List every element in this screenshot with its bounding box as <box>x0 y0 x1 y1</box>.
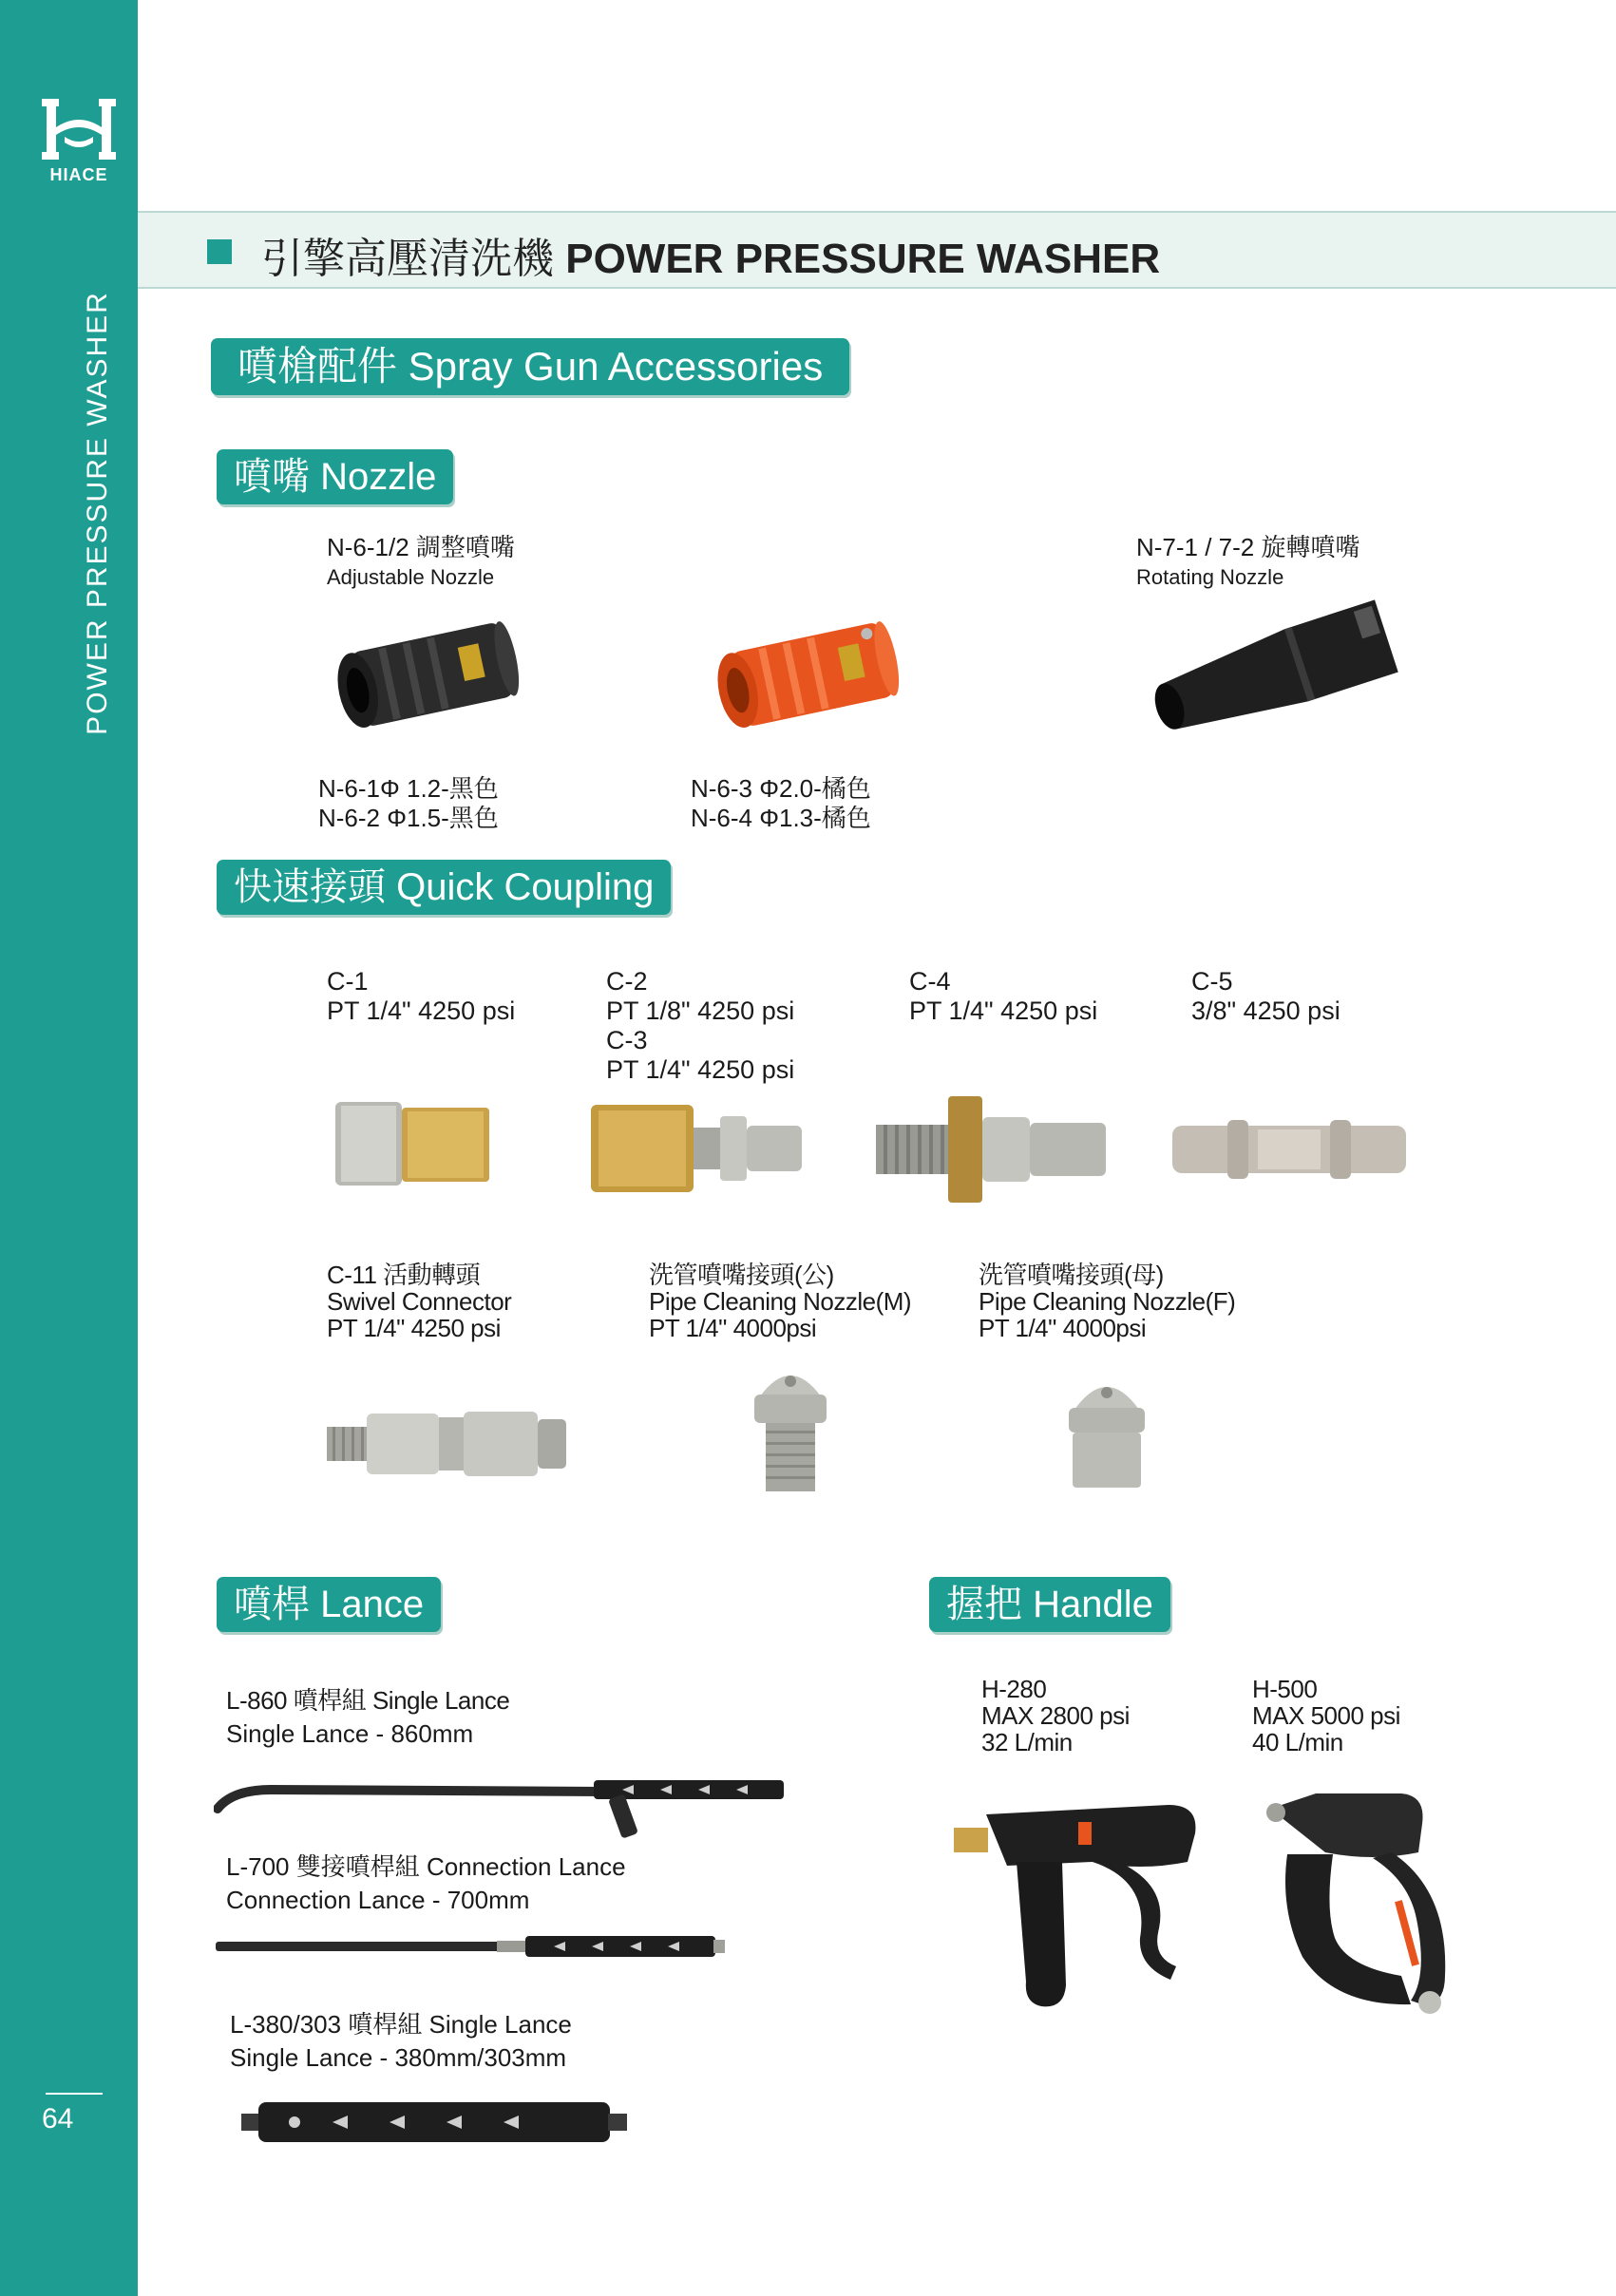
orange-adjustable-nozzle-image <box>698 608 926 741</box>
lance-l700-spec: Connection Lance - 700mm <box>226 1886 530 1914</box>
coupling-c5-label <box>1191 967 1340 1026</box>
brand-logo <box>36 95 122 185</box>
section-tag-nozzle: 噴嘴 Nozzle <box>217 449 453 504</box>
coupling-c5-image <box>1170 1116 1408 1183</box>
pipe-nozzle-female-spec: PT 1/4" 4000psi <box>979 1314 1147 1342</box>
adjustable-nozzle-name: Adjustable Nozzle <box>327 565 495 589</box>
page-number-rule <box>46 2093 103 2095</box>
coupling-c4-image <box>874 1092 1112 1206</box>
orange-variant-2: N-6-4 Φ1.3-橘色 <box>691 804 871 832</box>
header-bullet-icon <box>207 239 232 264</box>
coupling-c1-spec: PT 1/4" 4250 psi <box>327 996 516 1025</box>
orange-variant-1: N-6-3 Φ2.0-橘色 <box>691 774 871 803</box>
pipe-nozzle-male-spec: PT 1/4" 4000psi <box>649 1314 817 1342</box>
pipe-nozzle-female-image <box>1059 1368 1154 1491</box>
sidebar <box>0 0 138 2296</box>
coupling-c3-code: C-3 <box>606 1026 648 1054</box>
black-adjustable-nozzle-image <box>318 608 546 741</box>
swivel-connector-label <box>327 1262 511 1341</box>
coupling-c3-spec: PT 1/4" 4250 psi <box>606 1055 795 1084</box>
handle-h280-model: H-280 <box>981 1675 1047 1703</box>
coupling-c1-code: C-1 <box>327 967 369 996</box>
pipe-nozzle-female-code: 洗管噴嘴接頭(母) <box>979 1261 1164 1289</box>
handle-h500-image <box>1259 1786 1468 2023</box>
lance-l860-label <box>226 1686 509 1749</box>
page-number: 64 <box>42 2103 74 2135</box>
coupling-c1-image <box>328 1092 499 1197</box>
section-tag-lance: 噴桿 Lance <box>217 1577 441 1632</box>
pipe-nozzle-female-name: Pipe Cleaning Nozzle(F) <box>979 1287 1236 1316</box>
pipe-nozzle-male-image <box>743 1358 838 1496</box>
handle-h280-label <box>981 1676 1130 1755</box>
pipe-nozzle-male-name: Pipe Cleaning Nozzle(M) <box>649 1287 912 1316</box>
coupling-c2-c3-label <box>606 967 794 1085</box>
black-variant-2: N-6-2 Φ1.5-黑色 <box>318 804 499 832</box>
page-title <box>261 224 1160 285</box>
swivel-connector-name: Swivel Connector <box>327 1287 512 1316</box>
handle-h500-pressure: MAX 5000 psi <box>1252 1701 1400 1730</box>
section-tag-handle: 握把 Handle <box>929 1577 1170 1632</box>
lance-l700-label <box>226 1852 626 1915</box>
sidebar-vertical-title: POWER PRESSURE WASHER <box>82 291 113 735</box>
coupling-c4-label <box>909 967 1097 1026</box>
lance-l380-image <box>238 2095 632 2152</box>
pipe-nozzle-male-code: 洗管噴嘴接頭(公) <box>649 1261 834 1289</box>
lance-l860-image <box>214 1767 789 1843</box>
lance-l860-spec: Single Lance - 860mm <box>226 1719 474 1748</box>
adjustable-nozzle-label <box>327 533 515 592</box>
rotating-nozzle-code: N-7-1 / 7-2 旋轉噴嘴 <box>1136 533 1360 561</box>
coupling-c5-code: C-5 <box>1191 967 1233 996</box>
lance-l700-image <box>212 1928 730 1966</box>
lance-l380-spec: Single Lance - 380mm/303mm <box>230 2043 567 2072</box>
coupling-c1-label <box>327 967 515 1026</box>
rotating-nozzle-name: Rotating Nozzle <box>1136 565 1284 589</box>
page-title-zh: 引擎高壓清洗機 <box>261 236 554 282</box>
coupling-c4-spec: PT 1/4" 4250 psi <box>909 996 1098 1025</box>
adjustable-nozzle-code: N-6-1/2 調整噴嘴 <box>327 533 515 561</box>
handle-h280-flow: 32 L/min <box>981 1728 1073 1756</box>
handle-h280-pressure: MAX 2800 psi <box>981 1701 1130 1730</box>
pipe-nozzle-male-label <box>649 1262 911 1341</box>
lance-l380-code: L-380/303 噴桿組 Single Lance <box>230 2010 572 2039</box>
lance-l380-label <box>230 2010 572 2073</box>
coupling-c2-image <box>589 1097 808 1202</box>
black-nozzle-variants <box>318 774 499 833</box>
orange-nozzle-variants <box>691 774 871 833</box>
page-title-en: POWER PRESSURE WASHER <box>565 236 1161 282</box>
coupling-c2-spec: PT 1/8" 4250 psi <box>606 996 795 1025</box>
swivel-connector-image <box>323 1406 570 1482</box>
handle-h500-model: H-500 <box>1252 1675 1318 1703</box>
section-tag-coupling: 快速接頭 Quick Coupling <box>217 860 671 915</box>
lance-l700-code: L-700 雙接噴桿組 Connection Lance <box>226 1852 626 1881</box>
coupling-c4-code: C-4 <box>909 967 951 996</box>
rotating-nozzle-image <box>1145 589 1420 750</box>
swivel-connector-spec: PT 1/4" 4250 psi <box>327 1314 501 1342</box>
pipe-nozzle-female-label <box>979 1262 1235 1341</box>
handle-h500-flow: 40 L/min <box>1252 1728 1343 1756</box>
coupling-c2-code: C-2 <box>606 967 648 996</box>
rotating-nozzle-label <box>1136 533 1360 592</box>
handle-h500-label <box>1252 1676 1400 1755</box>
coupling-c5-spec: 3/8" 4250 psi <box>1191 996 1340 1025</box>
logo-text: HIACE <box>49 165 108 184</box>
handle-h280-image <box>950 1795 1207 2023</box>
section-tag-accessories: 噴槍配件 Spray Gun Accessories <box>211 338 849 395</box>
swivel-connector-code: C-11 活動轉頭 <box>327 1261 481 1289</box>
lance-l860-code: L-860 噴桿組 Single Lance <box>226 1686 510 1715</box>
hiace-logo-icon <box>36 95 122 163</box>
black-variant-1: N-6-1Φ 1.2-黑色 <box>318 774 499 803</box>
